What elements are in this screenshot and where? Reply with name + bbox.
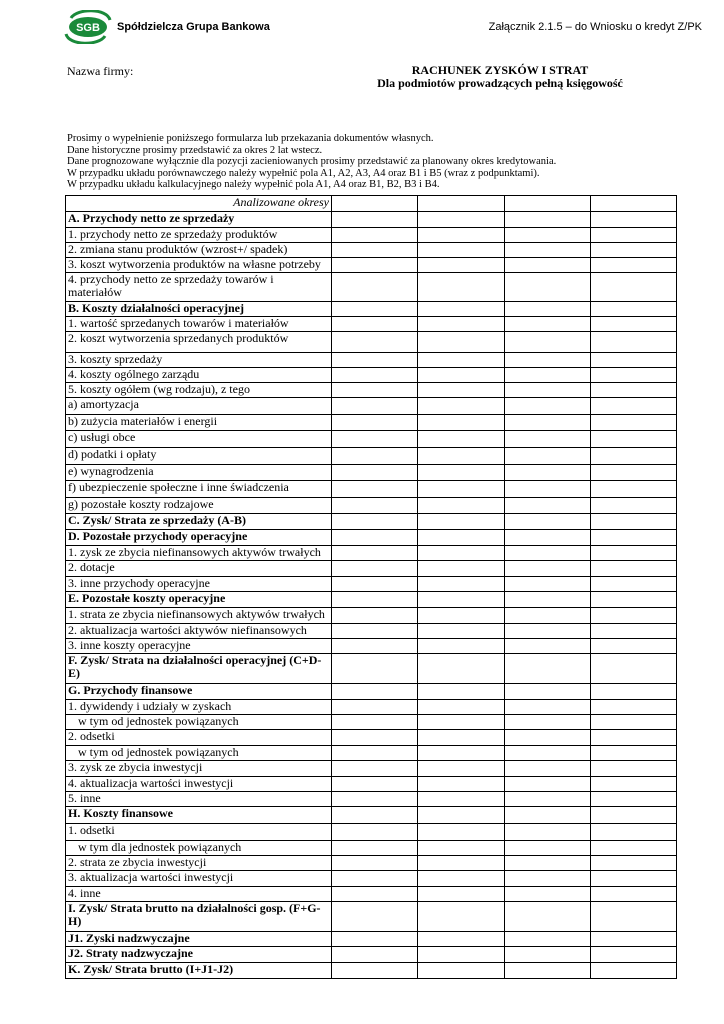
row-label: 2. dotacje [66,561,332,577]
instruction-line: Dane historyczne prosimy przedstawić za okres 2 lat wstecz. [67,144,323,156]
value-cell[interactable] [590,431,676,448]
value-cell[interactable] [590,212,676,228]
title-line-1: RACHUNEK ZYSKÓW I STRAT [411,63,589,77]
value-cell[interactable] [332,746,418,761]
table-row [66,715,677,730]
value-cell[interactable] [504,546,590,561]
row-label: D. Pozostałe przychody operacyjne [66,530,332,546]
table-row [66,902,677,932]
value-cell[interactable] [418,530,504,546]
table-row [66,577,677,592]
value-cell[interactable] [504,577,590,592]
value-cell[interactable] [332,624,418,639]
table-row [66,228,677,243]
value-cell[interactable] [418,777,504,792]
value-cell[interactable] [332,481,418,498]
table-row [66,639,677,654]
row-label: 3. koszt wytworzenia produktów na własne potrzeby [66,258,332,273]
period-cell[interactable] [332,196,418,212]
value-cell[interactable] [504,902,590,932]
value-cell[interactable] [504,841,590,856]
bank-name: Spółdzielcza Grupa Bankowa [117,21,270,33]
value-cell[interactable] [418,902,504,932]
value-cell[interactable] [332,577,418,592]
table-row [66,777,677,792]
value-cell[interactable] [590,947,676,963]
value-cell[interactable] [504,332,590,353]
instruction-line: W przypadku układu porównawczego należy wypełnić pola A1, A2, A3, A4 oraz B1 i B5 (wraz z podpunktami). [67,167,540,179]
periods-header: Analizowane okresy [66,196,332,212]
row-label: F. Zysk/ Strata na działalności operacyjnej (C+D-E) [66,654,332,684]
value-cell[interactable] [418,481,504,498]
value-cell[interactable] [504,592,590,608]
value-cell[interactable] [504,353,590,368]
value-cell[interactable] [418,947,504,963]
value-cell[interactable] [418,398,504,415]
value-cell[interactable] [504,212,590,228]
value-cell[interactable] [332,415,418,431]
row-label: 1. przychody netto ze sprzedaży produktów [66,228,332,243]
table-row [66,684,677,700]
value-cell[interactable] [332,824,418,841]
value-cell[interactable] [332,465,418,481]
value-cell[interactable] [504,871,590,887]
row-label: g) pozostałe koszty rodzajowe [66,498,332,514]
value-cell[interactable] [332,546,418,561]
value-cell[interactable] [504,654,590,684]
table-row [66,624,677,639]
income-statement-table [65,195,677,979]
value-cell[interactable] [332,368,418,383]
value-cell[interactable] [590,792,676,807]
table-row [66,415,677,431]
value-cell[interactable] [504,684,590,700]
value-cell[interactable] [590,448,676,465]
table-row [66,761,677,777]
table-row [66,871,677,887]
instruction-line: Prosimy o wypełnienie poniższego formularza lub przekazania dokumentów własnych. [67,133,434,144]
value-cell[interactable] [504,639,590,654]
table-row [66,963,677,979]
value-cell[interactable] [504,448,590,465]
value-cell[interactable] [590,684,676,700]
value-cell[interactable] [590,243,676,258]
table-header-row [66,196,677,212]
value-cell[interactable] [504,624,590,639]
value-cell[interactable] [590,498,676,514]
row-label: 4. przychody netto ze sprzedaży towarów i materiałów [66,273,332,302]
value-cell[interactable] [590,761,676,777]
row-label: d) podatki i opłaty [66,448,332,465]
table-row [66,856,677,871]
value-cell[interactable] [590,368,676,383]
value-cell[interactable] [418,302,504,317]
value-cell[interactable] [504,963,590,979]
table-row [66,498,677,514]
value-cell[interactable] [504,302,590,317]
value-cell[interactable] [590,746,676,761]
value-cell[interactable] [418,228,504,243]
value-cell[interactable] [590,963,676,979]
value-cell[interactable] [504,608,590,624]
value-cell[interactable] [590,577,676,592]
period-cell[interactable] [418,196,504,212]
row-label: 1. dywidendy i udziały w zyskach [66,700,332,715]
row-label: 2. odsetki [66,730,332,746]
value-cell[interactable] [504,807,590,824]
table-row [66,398,677,415]
table-row [66,258,677,273]
value-cell[interactable] [590,700,676,715]
instruction-line: Dane prognozowane wyłącznie dla pozycji zacieniowanych prosimy przedstawić za planowany okres kredytowania. [67,156,557,168]
table-row [66,465,677,481]
value-cell[interactable] [418,792,504,807]
table-row [66,481,677,498]
value-cell[interactable] [418,715,504,730]
row-label: 1. zysk ze zbycia niefinansowych aktywów trwałych [66,546,332,561]
row-label: J1. Zyski nadzwyczajne [66,932,332,947]
row-label: C. Zysk/ Strata ze sprzedaży (A-B) [66,514,332,530]
value-cell[interactable] [332,243,418,258]
value-cell[interactable] [332,530,418,546]
value-cell[interactable] [332,448,418,465]
row-label: 4. koszty ogólnego zarządu [66,368,332,383]
value-cell[interactable] [418,639,504,654]
row-label: I. Zysk/ Strata brutto na działalności gosp. (F+G-H) [66,902,332,932]
value-cell[interactable] [418,353,504,368]
value-cell[interactable] [504,368,590,383]
value-cell[interactable] [418,243,504,258]
value-cell[interactable] [504,856,590,871]
value-cell[interactable] [418,431,504,448]
value-cell[interactable] [504,715,590,730]
value-cell[interactable] [590,902,676,932]
value-cell[interactable] [332,514,418,530]
row-label: 3. inne przychody operacyjne [66,577,332,592]
value-cell[interactable] [418,761,504,777]
row-label: 4. inne [66,887,332,902]
row-label: 3. zysk ze zbycia inwestycji [66,761,332,777]
row-label: 3. inne koszty operacyjne [66,639,332,654]
period-cell[interactable] [590,196,676,212]
value-cell[interactable] [590,302,676,317]
value-cell[interactable] [418,368,504,383]
value-cell[interactable] [504,317,590,332]
value-cell[interactable] [590,715,676,730]
value-cell[interactable] [504,465,590,481]
value-cell[interactable] [418,448,504,465]
table-row [66,654,677,684]
value-cell[interactable] [418,212,504,228]
value-cell[interactable] [504,777,590,792]
table-row [66,317,677,332]
value-cell[interactable] [590,841,676,856]
sgb-logo-text: SGB [76,22,100,34]
value-cell[interactable] [590,561,676,577]
value-cell[interactable] [418,465,504,481]
row-label: 3. aktualizacja wartości inwestycji [66,871,332,887]
value-cell[interactable] [332,777,418,792]
table-row [66,608,677,624]
value-cell[interactable] [590,465,676,481]
row-label: 3. koszty sprzedaży [66,353,332,368]
value-cell[interactable] [332,761,418,777]
row-label: 5. inne [66,792,332,807]
value-cell[interactable] [418,624,504,639]
table-row [66,792,677,807]
value-cell[interactable] [332,273,418,302]
value-cell[interactable] [590,383,676,398]
document-title [330,64,670,90]
table-row [66,824,677,841]
row-label: H. Koszty finansowe [66,807,332,824]
value-cell[interactable] [504,431,590,448]
value-cell[interactable] [418,383,504,398]
table-row [66,332,677,353]
value-cell[interactable] [332,561,418,577]
value-cell[interactable] [418,963,504,979]
period-cell[interactable] [504,196,590,212]
value-cell[interactable] [332,592,418,608]
value-cell[interactable] [504,561,590,577]
row-label: B. Koszty działalności operacyjnej [66,302,332,317]
value-cell[interactable] [332,887,418,902]
value-cell[interactable] [332,431,418,448]
row-label: a) amortyzacja [66,398,332,415]
value-cell[interactable] [332,383,418,398]
value-cell[interactable] [332,947,418,963]
table-row [66,561,677,577]
value-cell[interactable] [332,317,418,332]
value-cell[interactable] [590,530,676,546]
value-cell[interactable] [332,302,418,317]
value-cell[interactable] [504,947,590,963]
attachment-label: Załącznik 2.1.5 – do Wniosku o kredyt Z/PK [488,21,702,33]
value-cell[interactable] [418,608,504,624]
row-label: e) wynagrodzenia [66,465,332,481]
value-cell[interactable] [332,700,418,715]
value-cell[interactable] [332,684,418,700]
table-row [66,273,677,302]
table-row [66,841,677,856]
row-label: w tym dla jednostek powiązanych [66,841,332,856]
row-label: b) zużycia materiałów i energii [66,415,332,431]
row-label: w tym od jednostek powiązanych [66,715,332,730]
table-row [66,730,677,746]
value-cell[interactable] [418,856,504,871]
sgb-logo [62,10,114,44]
table-row [66,932,677,947]
table-row [66,807,677,824]
row-label: 2. aktualizacja wartości aktywów niefinansowych [66,624,332,639]
table-row [66,212,677,228]
value-cell[interactable] [332,258,418,273]
table-row [66,530,677,546]
value-cell[interactable] [590,353,676,368]
row-label: J2. Straty nadzwyczajne [66,947,332,963]
table-row [66,546,677,561]
value-cell[interactable] [504,273,590,302]
value-cell[interactable] [504,792,590,807]
value-cell[interactable] [332,963,418,979]
value-cell[interactable] [590,824,676,841]
value-cell[interactable] [332,730,418,746]
table-row [66,302,677,317]
row-label: A. Przychody netto ze sprzedaży [66,212,332,228]
value-cell[interactable] [332,212,418,228]
table-row [66,514,677,530]
value-cell[interactable] [332,856,418,871]
row-label: 4. aktualizacja wartości inwestycji [66,777,332,792]
value-cell[interactable] [332,871,418,887]
value-cell[interactable] [418,514,504,530]
value-cell[interactable] [332,332,418,353]
value-cell[interactable] [418,273,504,302]
row-label: w tym od jednostek powiązanych [66,746,332,761]
value-cell[interactable] [418,415,504,431]
value-cell[interactable] [418,561,504,577]
value-cell[interactable] [590,856,676,871]
value-cell[interactable] [332,902,418,932]
table-row [66,448,677,465]
value-cell[interactable] [590,777,676,792]
value-cell[interactable] [504,481,590,498]
table-row [66,243,677,258]
value-cell[interactable] [418,654,504,684]
value-cell[interactable] [504,746,590,761]
value-cell[interactable] [590,592,676,608]
value-cell[interactable] [418,887,504,902]
value-cell[interactable] [418,730,504,746]
value-cell[interactable] [418,592,504,608]
value-cell[interactable] [418,841,504,856]
value-cell[interactable] [504,415,590,431]
row-label: f) ubezpieczenie społeczne i inne świadczenia [66,481,332,498]
value-cell[interactable] [418,258,504,273]
value-cell[interactable] [504,887,590,902]
value-cell[interactable] [418,746,504,761]
row-label: G. Przychody finansowe [66,684,332,700]
value-cell[interactable] [418,871,504,887]
value-cell[interactable] [590,871,676,887]
value-cell[interactable] [590,546,676,561]
value-cell[interactable] [590,332,676,353]
value-cell[interactable] [332,398,418,415]
value-cell[interactable] [332,807,418,824]
instruction-line: W przypadku układu kalkulacyjnego należy wypełnić pola A1, A4 oraz B1, B2, B3 i B4. [67,179,440,191]
value-cell[interactable] [590,317,676,332]
value-cell[interactable] [590,807,676,824]
value-cell[interactable] [332,639,418,654]
table-row [66,353,677,368]
row-label: c) usługi obce [66,431,332,448]
value-cell[interactable] [504,383,590,398]
value-cell[interactable] [418,700,504,715]
value-cell[interactable] [590,228,676,243]
value-cell[interactable] [332,841,418,856]
value-cell[interactable] [590,273,676,302]
value-cell[interactable] [504,932,590,947]
row-label: 2. strata ze zbycia inwestycji [66,856,332,871]
value-cell[interactable] [504,730,590,746]
value-cell[interactable] [504,700,590,715]
value-cell[interactable] [418,932,504,947]
value-cell[interactable] [590,624,676,639]
value-cell[interactable] [504,514,590,530]
title-line-2: Dla podmiotów prowadzących pełną księgowość [377,76,623,90]
value-cell[interactable] [418,546,504,561]
value-cell[interactable] [590,415,676,431]
table-row [66,700,677,715]
value-cell[interactable] [504,761,590,777]
value-cell[interactable] [504,228,590,243]
value-cell[interactable] [332,608,418,624]
value-cell[interactable] [590,398,676,415]
table-row [66,383,677,398]
value-cell[interactable] [332,654,418,684]
value-cell[interactable] [590,481,676,498]
row-label: E. Pozostałe koszty operacyjne [66,592,332,608]
value-cell[interactable] [590,514,676,530]
value-cell[interactable] [418,824,504,841]
table-row [66,592,677,608]
row-label: 1. wartość sprzedanych towarów i materiałów [66,317,332,332]
value-cell[interactable] [332,715,418,730]
table-row [66,746,677,761]
row-label: 1. strata ze zbycia niefinansowych aktywów trwałych [66,608,332,624]
value-cell[interactable] [504,824,590,841]
value-cell[interactable] [418,332,504,353]
value-cell[interactable] [504,498,590,514]
table-row [66,431,677,448]
value-cell[interactable] [590,730,676,746]
value-cell[interactable] [590,258,676,273]
row-label: K. Zysk/ Strata brutto (I+J1-J2) [66,963,332,979]
row-label: 5. koszty ogółem (wg rodzaju), z tego [66,383,332,398]
company-name-label: Nazwa firmy: [67,64,134,78]
table-row [66,887,677,902]
value-cell[interactable] [590,932,676,947]
value-cell[interactable] [418,807,504,824]
row-label: 1. odsetki [66,824,332,841]
value-cell[interactable] [332,228,418,243]
table-row [66,947,677,963]
table-row [66,368,677,383]
value-cell[interactable] [418,498,504,514]
value-cell[interactable] [332,932,418,947]
row-label: 2. zmiana stanu produktów (wzrost+/ spadek) [66,243,332,258]
value-cell[interactable] [590,887,676,902]
instructions [67,133,556,191]
value-cell[interactable] [418,577,504,592]
value-cell[interactable] [504,530,590,546]
value-cell[interactable] [590,608,676,624]
value-cell[interactable] [504,398,590,415]
value-cell[interactable] [332,792,418,807]
value-cell[interactable] [418,684,504,700]
value-cell[interactable] [418,317,504,332]
value-cell[interactable] [504,243,590,258]
value-cell[interactable] [332,498,418,514]
value-cell[interactable] [504,258,590,273]
value-cell[interactable] [332,353,418,368]
value-cell[interactable] [590,639,676,654]
row-label: 2. koszt wytworzenia sprzedanych produktów [66,332,332,353]
value-cell[interactable] [590,654,676,684]
